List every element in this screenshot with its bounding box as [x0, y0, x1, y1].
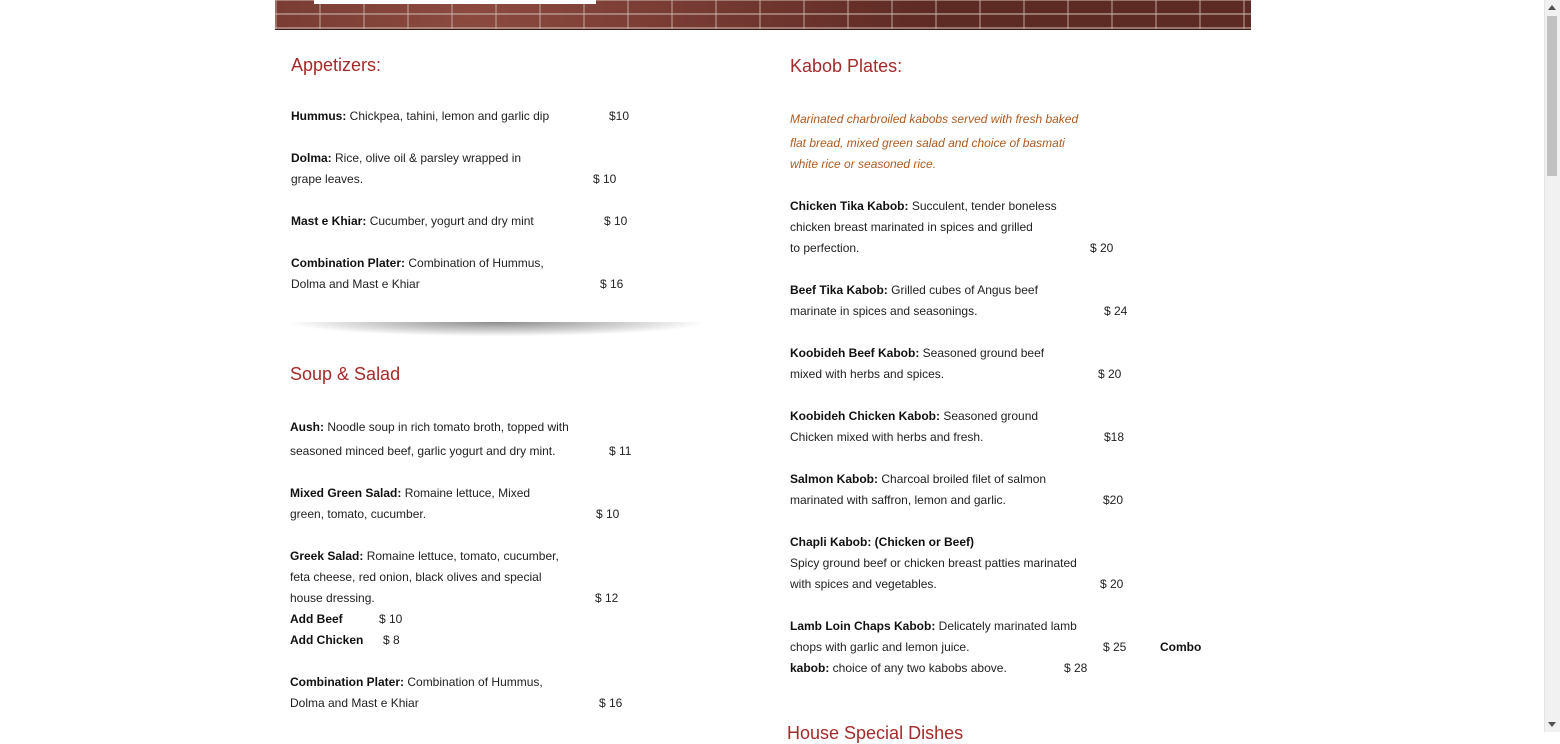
price-dolma: $ 10	[593, 172, 617, 186]
item-name: Combination Plater:	[291, 256, 406, 270]
menu-item-dolma	[291, 151, 521, 165]
kabob-intro-line2: flat bread, mixed green salad and choice of basmati	[790, 136, 1065, 150]
item-desc: Cucumber, yogurt and dry mint	[366, 214, 534, 228]
item-desc-line2: seasoned minced beef, garlic yogurt and dry mint.	[290, 444, 556, 458]
menu-item-lamb-loin-chaps-kabob	[790, 619, 1077, 633]
item-name: Combo	[1160, 640, 1202, 654]
kabob-intro-line1: Marinated charbroiled kabobs served with fresh baked	[790, 112, 1079, 126]
item-desc: Seasoned ground beef	[919, 346, 1045, 360]
appetizers-heading: Appetizers:	[291, 55, 382, 75]
header-banner	[275, 0, 1251, 30]
add-chicken-label: Add Chicken	[290, 633, 364, 647]
item-desc: Rice, olive oil & parsley wrapped in	[331, 151, 522, 165]
item-desc-line2: Spicy ground beef or chicken breast patties marinated	[790, 556, 1077, 570]
menu-item-hummus	[291, 109, 549, 123]
scroll-down-arrow-icon[interactable]	[1548, 722, 1556, 727]
item-name: Combination Plater:	[290, 675, 405, 689]
item-desc-line3: to perfection.	[790, 241, 860, 255]
menu-item-combination-plater	[291, 256, 544, 270]
combo-kabob-name-part1	[1160, 640, 1201, 654]
item-desc: Seasoned ground	[940, 409, 1039, 423]
section-divider-shadow	[291, 322, 703, 336]
price-combo-kabob: $ 28	[1064, 661, 1088, 675]
price-add-beef: $ 10	[379, 612, 403, 626]
item-desc-line2: marinate in spices and seasonings.	[790, 304, 978, 318]
item-name: Dolma:	[291, 151, 332, 165]
price-mast-e-khiar: $ 10	[604, 214, 628, 228]
item-desc: Noodle soup in rich tomato broth, topped with	[324, 420, 569, 434]
item-desc: Chickpea, tahini, lemon and garlic dip	[346, 109, 550, 123]
price-koobideh-chicken-kabob: $18	[1104, 430, 1125, 444]
menu-item-koobideh-chicken-kabob	[790, 409, 1038, 423]
item-name: Chapli Kabob: (Chicken or Beef)	[790, 535, 975, 549]
scroll-up-arrow-icon[interactable]	[1548, 5, 1556, 10]
price-mixed-green-salad: $ 10	[596, 507, 620, 521]
price-combination-plater: $ 16	[600, 277, 624, 291]
menu-item-chicken-tika-kabob	[790, 199, 1057, 213]
price-lamb-loin-chaps-kabob: $ 25	[1103, 640, 1127, 654]
price-beef-tika-kabob: $ 24	[1104, 304, 1128, 318]
price-hummus: $10	[609, 109, 630, 123]
item-desc: Combination of Hummus,	[405, 256, 544, 270]
item-name: Mast e Khiar:	[291, 214, 367, 228]
item-desc: Delicately marinated lamb	[935, 619, 1077, 633]
scrollbar-thumb[interactable]	[1547, 16, 1557, 176]
item-desc-line2: grape leaves.	[291, 172, 364, 186]
item-name: Mixed Green Salad:	[290, 486, 402, 500]
item-name: Koobideh Chicken Kabob:	[790, 409, 940, 423]
item-desc-line2: chicken breast marinated in spices and grilled	[790, 220, 1033, 234]
menu-item-salmon-kabob	[790, 472, 1046, 486]
item-desc-line3: with spices and vegetables.	[790, 577, 937, 591]
banner-nav-box	[314, 0, 596, 4]
add-chicken-option	[290, 633, 363, 647]
price-chicken-tika-kabob: $ 20	[1090, 241, 1114, 255]
item-name: Aush:	[290, 420, 324, 434]
menu-item-aush	[290, 420, 569, 434]
item-desc-line2: marinated with saffron, lemon and garlic.	[790, 493, 1006, 507]
item-desc-line2: green, tomato, cucumber.	[290, 507, 427, 521]
kabob-plates-heading: Kabob Plates:	[790, 56, 903, 76]
item-name: Greek Salad:	[290, 549, 364, 563]
price-add-chicken: $ 8	[383, 633, 400, 647]
item-desc: Romaine lettuce, tomato, cucumber,	[363, 549, 559, 563]
item-desc: Succulent, tender boneless	[908, 199, 1057, 213]
menu-item-combo-kabob	[790, 661, 1007, 675]
item-desc-line3: house dressing.	[290, 591, 375, 605]
item-name: Koobideh Beef Kabob:	[790, 346, 920, 360]
item-desc: Grilled cubes of Angus beef	[887, 283, 1038, 297]
vertical-scrollbar[interactable]	[1544, 0, 1560, 732]
item-name: Chicken Tika Kabob:	[790, 199, 909, 213]
soup-salad-heading: Soup & Salad	[290, 364, 401, 384]
house-special-heading: House Special Dishes	[787, 723, 964, 743]
menu-item-beef-tika-kabob	[790, 283, 1038, 297]
item-name: Salmon Kabob:	[790, 472, 879, 486]
menu-item-koobideh-beef-kabob	[790, 346, 1044, 360]
menu-item-mast-e-khiar	[291, 214, 534, 228]
item-desc-line2: Dolma and Mast e Khiar	[291, 277, 420, 291]
item-desc: Romaine lettuce, Mixed	[401, 486, 531, 500]
item-desc-line2: chops with garlic and lemon juice.	[790, 640, 970, 654]
price-aush: $ 11	[609, 444, 632, 458]
item-desc-line2: feta cheese, red onion, black olives and special	[290, 570, 542, 584]
add-beef-label: Add Beef	[290, 612, 343, 626]
item-name: kabob:	[790, 661, 830, 675]
item-name: Lamb Loin Chaps Kabob:	[790, 619, 936, 633]
menu-item-chapli-kabob	[790, 535, 974, 549]
price-chapli-kabob: $ 20	[1100, 577, 1124, 591]
item-desc: Charcoal broiled filet of salmon	[878, 472, 1047, 486]
menu-item-greek-salad	[290, 549, 559, 563]
item-name: Hummus:	[291, 109, 347, 123]
add-beef-option	[290, 612, 343, 626]
kabob-intro-line3: white rice or seasoned rice.	[790, 157, 937, 171]
price-koobideh-beef-kabob: $ 20	[1098, 367, 1122, 381]
item-name: Beef Tika Kabob:	[790, 283, 888, 297]
price-combination-plater-2: $ 16	[599, 696, 623, 710]
menu-item-mixed-green-salad	[290, 486, 530, 500]
item-desc-line2: Chicken mixed with herbs and fresh.	[790, 430, 984, 444]
item-desc-line2: mixed with herbs and spices.	[790, 367, 945, 381]
item-desc: choice of any two kabobs above.	[829, 661, 1007, 675]
item-desc-line2: Dolma and Mast e Khiar	[290, 696, 419, 710]
item-desc: Combination of Hummus,	[404, 675, 543, 689]
price-salmon-kabob: $20	[1103, 493, 1124, 507]
price-greek-salad: $ 12	[595, 591, 619, 605]
menu-item-combination-plater-2	[290, 675, 543, 689]
